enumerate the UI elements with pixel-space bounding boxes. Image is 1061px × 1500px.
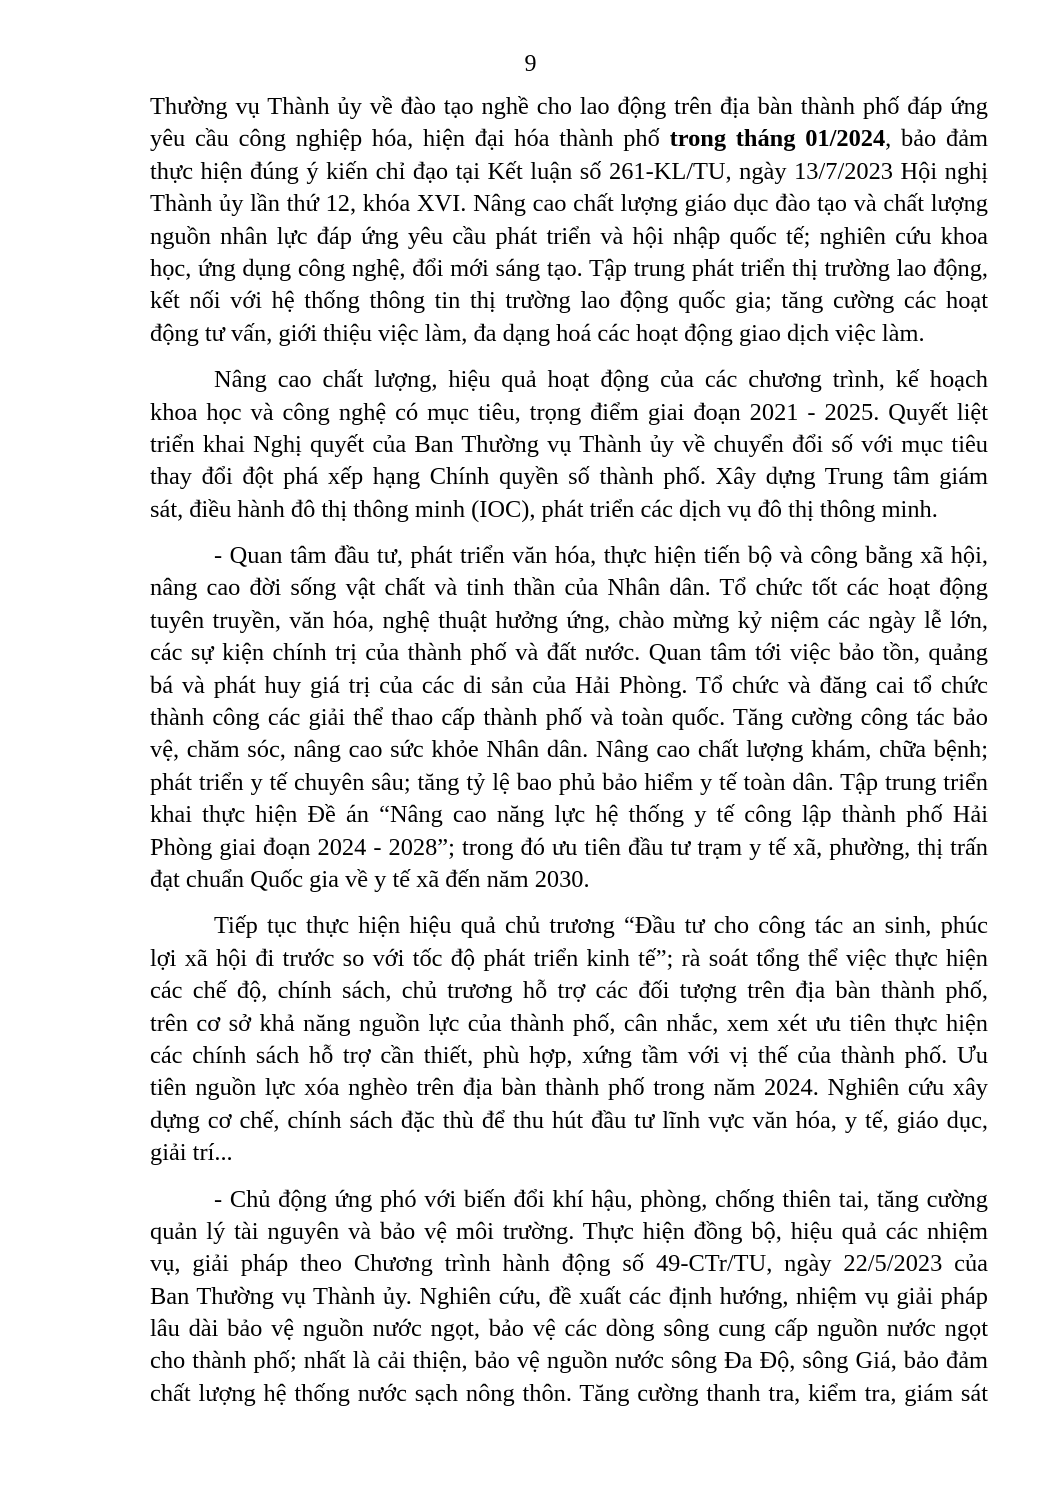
text-line: bá và phát huy giá trị của các di sản của Hải Phòng. Tổ chức và đăng cai tổ chức <box>150 671 988 699</box>
text-line: nâng cao đời sống vật chất và tinh thần của Nhân dân. Tổ chức tốt các hoạt động <box>150 574 988 602</box>
text-line: cho thành phố; nhất là cải thiện, bảo vệ nguồn nước sông Đa Độ, sông Giá, bảo đảm <box>150 1347 988 1375</box>
text-line: kết nối với hệ thống thông tin thị trường lao động quốc gia; tăng cường các hoạt <box>150 287 988 315</box>
text-line: quản lý tài nguyên và bảo vệ môi trường. Thực hiện đồng bộ, hiệu quả các nhiệm <box>150 1217 988 1245</box>
paragraph <box>150 910 988 1169</box>
text-line: các chế độ, chính sách, chủ trương hỗ trợ các đối tượng trên địa bàn thành phố, <box>150 977 988 1005</box>
text-line: trên cơ sở khả năng nguồn lực của thành phố, cân nhắc, xem xét ưu tiên thực hiện <box>150 1009 988 1037</box>
text-line: - Chủ động ứng phó với biến đổi khí hậu, phòng, chống thiên tai, tăng cường <box>214 1185 988 1213</box>
text-line: Tiếp tục thực hiện hiệu quả chủ trương “Đầu tư cho công tác an sinh, phúc <box>214 912 988 940</box>
document-body <box>150 91 988 1424</box>
bold-text-run: trong tháng 01/2024 <box>669 125 886 153</box>
text-line: triển khai Nghị quyết của Ban Thường vụ Thành ủy về chuyển đổi số với mục tiêu <box>150 430 988 458</box>
text-line: Thành ủy lần thứ 12, khóa XVI. Nâng cao chất lượng giáo dục đào tạo và chất lượng <box>150 190 988 218</box>
text-line: thay đổi đột phá xếp hạng Chính quyền số thành phố. Xây dựng Trung tâm giám <box>150 463 988 491</box>
text-line: đạt chuẩn Quốc gia về y tế xã đến năm 2030. <box>150 865 590 893</box>
text-run: , bảo đảm <box>885 125 988 153</box>
text-line: học, ứng dụng công nghệ, đổi mới sáng tạo. Tập trung phát triển thị trường lao động, <box>150 254 988 282</box>
paragraph <box>150 91 988 350</box>
text-line: phát triển y tế chuyên sâu; tăng tỷ lệ bao phủ bảo hiểm y tế toàn dân. Tập trung triển <box>150 768 988 796</box>
text-line: lâu dài bảo vệ nguồn nước ngọt, bảo vệ các dòng sông cung cấp nguồn nước ngọt <box>150 1315 988 1343</box>
text-line: Ban Thường vụ Thành ủy. Nghiên cứu, đề xuất các định hướng, nhiệm vụ giải pháp <box>150 1282 988 1310</box>
text-line: vệ, chăm sóc, nâng cao sức khỏe Nhân dân. Nâng cao chất lượng khám, chữa bệnh; <box>150 736 988 764</box>
text-line: khai thực hiện Đề án “Nâng cao năng lực hệ thống y tế công lập thành phố Hải <box>150 801 988 829</box>
paragraph <box>150 364 988 526</box>
text-line <box>150 123 988 155</box>
text-line: động tư vấn, giới thiệu việc làm, đa dạng hoá các hoạt động giao dịch việc làm. <box>150 319 925 347</box>
text-line: - Quan tâm đầu tư, phát triển văn hóa, thực hiện tiến bộ và công bằng xã hội, <box>214 542 988 570</box>
text-line: tuyên truyền, văn hóa, nghệ thuật hưởng ứng, chào mừng kỷ niệm các ngày lễ lớn, <box>150 606 988 634</box>
text-run: yêu cầu công nghiệp hóa, hiện đại hóa thành phố <box>150 125 670 153</box>
text-line: các sự kiện chính trị của thành phố và đất nước. Quan tâm tới việc bảo tồn, quảng <box>150 639 988 667</box>
text-line: Phòng giai đoạn 2024 - 2028”; trong đó ưu tiên đầu tư trạm y tế xã, phường, thị trấn <box>150 833 988 861</box>
text-line: khoa học và công nghệ có mục tiêu, trọng điểm giai đoạn 2021 - 2025. Quyết liệt <box>150 398 988 426</box>
text-line: Nâng cao chất lượng, hiệu quả hoạt động của các chương trình, kế hoạch <box>214 366 988 394</box>
paragraph <box>150 540 988 896</box>
text-line: thành công các giải thể thao cấp thành phố và toàn quốc. Tăng cường công tác bảo <box>150 704 988 732</box>
text-line: vụ, giải pháp theo Chương trình hành động số 49-CTr/TU, ngày 22/5/2023 của <box>150 1250 988 1278</box>
text-line: Thường vụ Thành ủy về đào tạo nghề cho lao động trên địa bàn thành phố đáp ứng <box>150 93 988 120</box>
text-line: giải trí... <box>150 1139 233 1167</box>
text-line: dựng cơ chế, chính sách đặc thù để thu hút đầu tư lĩnh vực văn hóa, y tế, giáo dục, <box>150 1106 988 1134</box>
text-line: nguồn nhân lực đáp ứng yêu cầu phát triển và hội nhập quốc tế; nghiên cứu khoa <box>150 222 988 250</box>
text-line: tiên nguồn lực xóa nghèo trên địa bàn thành phố trong năm 2024. Nghiên cứu xây <box>150 1074 988 1102</box>
text-line: lợi xã hội đi trước so với tốc độ phát triển kinh tế”; rà soát tổng thể việc thực hiện <box>150 944 988 972</box>
text-line: sát, điều hành đô thị thông minh (IOC), phát triển các dịch vụ đô thị thông minh. <box>150 495 938 523</box>
text-line: các chính sách hỗ trợ cần thiết, phù hợp, xứng tầm với vị thế của thành phố. Ưu <box>150 1041 988 1069</box>
page-number: 9 <box>524 51 537 77</box>
text-line: chất lượng hệ thống nước sạch nông thôn. Tăng cường thanh tra, kiểm tra, giám sát <box>150 1379 988 1407</box>
paragraph <box>150 1184 988 1411</box>
text-line: thực hiện đúng ý kiến chỉ đạo tại Kết luận số 261-KL/TU, ngày 13/7/2023 Hội nghị <box>150 157 988 185</box>
